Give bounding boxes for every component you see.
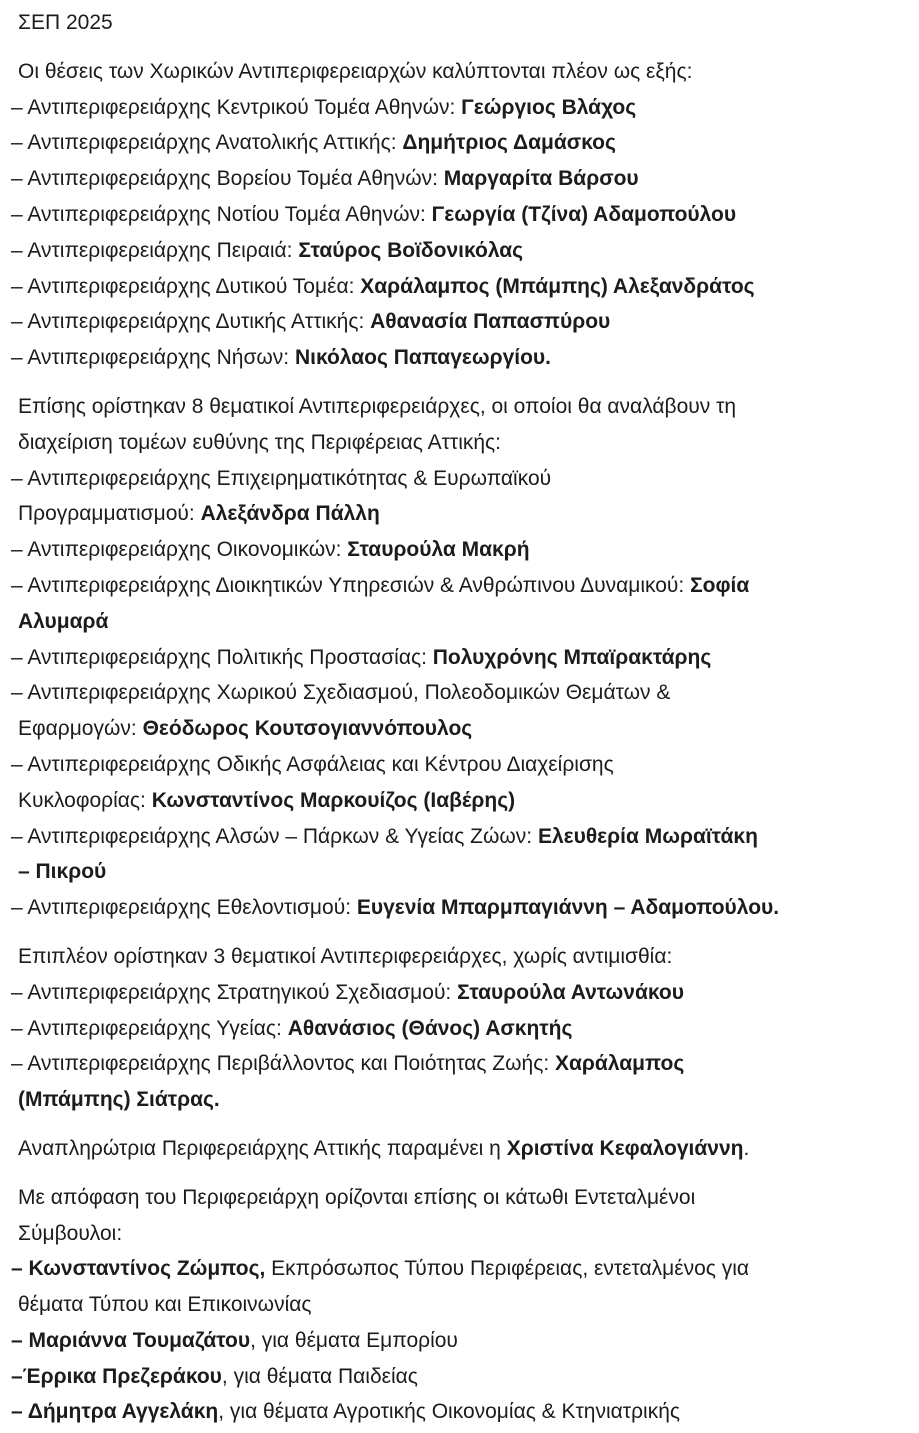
text-segment: Προγραμματισμού: bbox=[18, 502, 201, 526]
person-name: Αλεξάνδρα Πάλλη bbox=[200, 502, 380, 526]
text-segment: θέματα Τύπου και Επικοινωνίας bbox=[18, 1293, 312, 1317]
list-item bbox=[11, 197, 891, 233]
date-label: ΣΕΠ 2025 bbox=[18, 11, 113, 34]
list-item bbox=[11, 269, 891, 305]
list-item bbox=[11, 1011, 891, 1047]
text-segment: Κυκλοφορίας: bbox=[18, 788, 152, 812]
list-item bbox=[11, 125, 891, 161]
person-name: Αθανασία Παπασπύρου bbox=[370, 310, 611, 334]
list-item bbox=[11, 1394, 891, 1430]
person-name: Χαράλαμπος (Μπάμπης) Αλεξανδράτος bbox=[360, 274, 755, 298]
person-name: Χαράλαμπος bbox=[555, 1052, 685, 1076]
paragraph bbox=[18, 1131, 891, 1167]
person-name: –Έρρικα Πρεζεράκου bbox=[11, 1364, 222, 1388]
list-item bbox=[11, 819, 891, 891]
text-segment: – Αντιπεριφερειάρχης Βορείου Τομέα Αθηνών: bbox=[11, 167, 444, 191]
text-segment: , για θέματα Παιδείας bbox=[221, 1364, 418, 1388]
person-name: Σταυρούλα Αντωνάκου bbox=[457, 980, 684, 1004]
list-item bbox=[11, 568, 891, 640]
text-segment: – Αντιπεριφερειάρχης Επιχειρηματικότητας & Ευρωπαϊκού bbox=[11, 466, 552, 490]
list-item bbox=[11, 90, 891, 126]
person-name: – Δήμητρα Αγγελάκη bbox=[11, 1400, 219, 1424]
paragraph bbox=[18, 1180, 891, 1252]
person-name: Θεόδωρος Κουτσογιαννόπουλος bbox=[142, 717, 473, 741]
list-item bbox=[11, 747, 891, 819]
person-name: Ελευθερία Μωραϊτάκη bbox=[537, 824, 758, 848]
text-segment: – Αντιπεριφερειάρχης Οικονομικών: bbox=[11, 538, 348, 562]
paragraph bbox=[18, 54, 891, 90]
person-name: – Πικρού bbox=[18, 860, 107, 884]
text-segment: – Αντιπεριφερειάρχης Χωρικού Σχεδιασμού, Πολεοδομικών Θεμάτων & bbox=[11, 681, 671, 705]
person-name: Ευγενία Μπαρμπαγιάννη – Αδαμοπούλου. bbox=[356, 896, 780, 920]
text-segment: – Αντιπεριφερειάρχης Ανατολικής Αττικής: bbox=[11, 131, 403, 155]
list-item bbox=[11, 233, 891, 269]
list-item bbox=[11, 975, 891, 1011]
person-name: Κωνσταντίνος Μαρκουίζος (Ιαβέρης) bbox=[151, 788, 516, 812]
list-item bbox=[11, 532, 891, 568]
text-segment: Σύμβουλοι: bbox=[18, 1221, 123, 1245]
text-segment: Εφαρμογών: bbox=[18, 717, 143, 741]
text-segment: Οι θέσεις των Χωρικών Αντιπεριφερειαρχών καλύπτονται πλέον ως εξής: bbox=[18, 59, 693, 83]
person-name: Σταύρος Βοϊδονικόλας bbox=[298, 238, 524, 262]
list-item bbox=[11, 640, 891, 676]
text-segment: – Αντιπεριφερειάρχης Διοικητικών Υπηρεσιών & Ανθρώπινου Δυναμικού: bbox=[11, 573, 691, 597]
text-segment: – Αντιπεριφερειάρχης Εθελοντισμού: bbox=[11, 896, 357, 920]
list-item bbox=[11, 161, 891, 197]
paragraph bbox=[18, 939, 891, 975]
person-name: Νικόλαος Παπαγεωργίου. bbox=[294, 346, 551, 370]
list-item bbox=[11, 1251, 891, 1323]
text-segment: Επιπλέον ορίστηκαν 3 θεματικοί Αντιπεριφερειάρχες, χωρίς αντιμισθία: bbox=[18, 944, 673, 968]
person-name: Χριστίνα Κεφαλογιάννη bbox=[506, 1136, 744, 1160]
list-item bbox=[11, 340, 891, 376]
text-segment: – Αντιπεριφερειάρχης Νοτίου Τομέα Αθηνών: bbox=[11, 202, 432, 226]
list-item bbox=[11, 890, 891, 926]
person-name: Γεωργία (Τζίνα) Αδαμοπούλου bbox=[431, 202, 737, 226]
person-name: Γεώργιος Βλάχος bbox=[461, 95, 637, 119]
text-segment: – Αντιπεριφερειάρχης Αλσών – Πάρκων & Υγείας Ζώων: bbox=[11, 824, 538, 848]
person-name: Σοφία bbox=[690, 573, 750, 597]
person-name: – Κωνσταντίνος Ζώμπος, bbox=[11, 1257, 266, 1281]
text-segment: Επίσης ορίστηκαν 8 θεματικοί Αντιπεριφερειάρχες, οι οποίοι θα αναλάβουν τη bbox=[18, 394, 737, 418]
text-segment: – Αντιπεριφερειάρχης Δυτικού Τομέα: bbox=[11, 274, 361, 298]
list-item bbox=[11, 304, 891, 340]
text-segment: – Αντιπεριφερειάρχης Οδικής Ασφάλειας και Κέντρου Διαχείρισης bbox=[11, 752, 614, 776]
text-segment: – Αντιπεριφερειάρχης Υγείας: bbox=[11, 1016, 288, 1040]
person-name: Δημήτριος Δαμάσκος bbox=[402, 131, 616, 155]
person-name: Σταυρούλα Μακρή bbox=[347, 538, 530, 562]
text-segment: διαχείριση τομέων ευθύνης της Περιφέρειας Αττικής: bbox=[18, 430, 501, 454]
list-item bbox=[11, 461, 891, 533]
text-segment: – Αντιπεριφερειάρχης Κεντρικού Τομέα Αθηνών: bbox=[11, 95, 462, 119]
text-segment: , για θέματα Εμπορίου bbox=[250, 1328, 458, 1352]
text-segment: – Αντιπεριφερειάρχης Στρατηγικού Σχεδιασμού: bbox=[11, 980, 458, 1004]
person-name: Μαργαρίτα Βάρσου bbox=[443, 167, 639, 191]
list-item bbox=[11, 1323, 891, 1359]
text-segment: – Αντιπεριφερειάρχης Πειραιά: bbox=[11, 238, 299, 262]
text-segment: Αναπληρώτρια Περιφερειάρχης Αττικής παραμένει η bbox=[18, 1136, 507, 1160]
person-name: Αλυμαρά bbox=[18, 609, 109, 633]
article-body bbox=[11, 54, 891, 1430]
text-segment: – Αντιπεριφερειάρχης Πολιτικής Προστασίας: bbox=[11, 645, 433, 669]
paragraph bbox=[18, 389, 891, 461]
text-segment: – Αντιπεριφερειάρχης Περιβάλλοντος και Ποιότητας Ζωής: bbox=[11, 1052, 555, 1076]
person-name: Αθανάσιος (Θάνος) Ασκητής bbox=[287, 1016, 573, 1040]
text-segment: – Αντιπεριφερειάρχης Νήσων: bbox=[11, 346, 295, 370]
text-segment: Εκπρόσωπος Τύπου Περιφέρειας, εντεταλμένος για bbox=[265, 1257, 750, 1281]
list-item bbox=[11, 1046, 891, 1118]
list-item bbox=[11, 675, 891, 747]
person-name: – Μαριάννα Τουμαζάτου bbox=[11, 1328, 251, 1352]
text-segment: , για θέματα Αγροτικής Οικονομίας & Κτηνιατρικής bbox=[218, 1400, 681, 1424]
text-segment: – Αντιπεριφερειάρχης Δυτικής Αττικής: bbox=[11, 310, 371, 334]
text-segment: . bbox=[743, 1136, 750, 1160]
text-segment: Με απόφαση του Περιφερειάρχη ορίζονται επίσης οι κάτωθι Εντεταλμένοι bbox=[18, 1185, 696, 1209]
list-item bbox=[11, 1359, 891, 1395]
person-name: Πολυχρόνης Μπαϊρακτάρης bbox=[432, 645, 712, 669]
person-name: (Μπάμπης) Σιάτρας. bbox=[18, 1088, 220, 1112]
